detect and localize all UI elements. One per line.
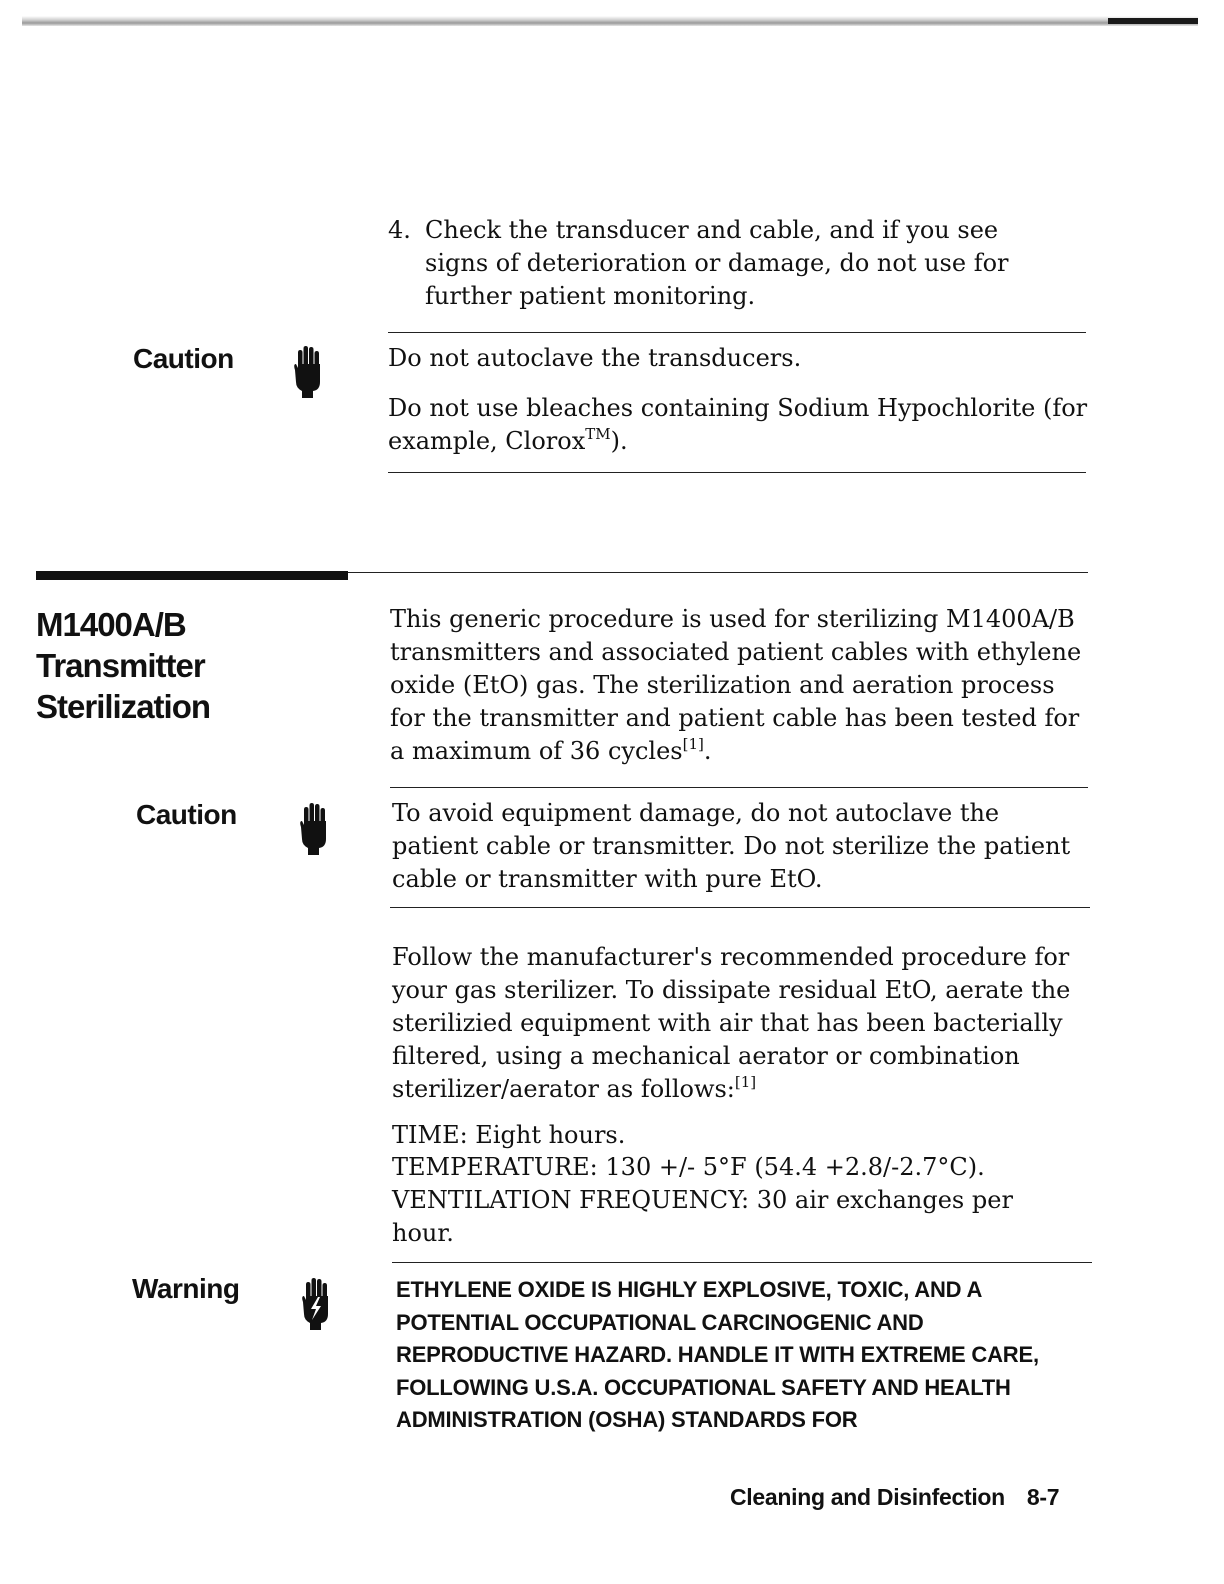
section-thick-bar: [36, 571, 348, 580]
step-4: [388, 214, 1088, 313]
caution-1-label: Caution: [133, 343, 234, 374]
caution-2-bottom-rule: [390, 907, 1090, 908]
section-intro: This generic procedure is used for sterilizing M1400A/B transmitters and associated patient cables with ethylene oxide (EtO) gas. The sterilization and aeration process for the transmitter and patient cable has been tested for a maximum of 36 cycles[1].: [390, 605, 1082, 765]
step-text: Check the transducer and cable, and if you see signs of deterioration or damage, do not use for further patient monitoring.: [425, 216, 1009, 310]
caution-2-label: Caution: [136, 799, 237, 830]
aeration-time: TIME: Eight hours.: [392, 1121, 626, 1149]
warning-text: ETHYLENE OXIDE IS HIGHLY EXPLOSIVE, TOXIC, AND A POTENTIAL OCCUPATIONAL CARCINOGENIC AND REPRODUCTIVE HAZARD. HANDLE IT WITH EXTREME CARE, FOLLOWING U.S.A. OCCUPATIONAL SAFETY AND HEALTH ADMINISTRATION (OSHA) STANDARDS FOR: [396, 1277, 1039, 1432]
caution-hand-icon: [292, 346, 324, 398]
footnote-ref: [1]: [682, 735, 704, 753]
caution-2-text: To avoid equipment damage, do not autoclave the patient cable or transmitter. Do not sterilize the patient cable or transmitter with pure EtO.: [392, 799, 1071, 893]
warning-top-rule: [392, 1262, 1092, 1263]
footer-page-number: 8-7: [1026, 1484, 1060, 1510]
caution-hand-icon: [298, 803, 330, 855]
scan-edge-bar: [22, 16, 1198, 26]
section-title: M1400A/B Transmitter Sterilization: [36, 606, 211, 725]
step-number: 4.: [388, 216, 411, 244]
aeration-temperature: TEMPERATURE: 130 +/- 5°F (54.4 +2.8/-2.7°C).: [392, 1153, 985, 1181]
procedure-text: Follow the manufacturer's recommended procedure for your gas sterilizer. To dissipate residual EtO, aerate the sterilizied equipment with air that has been bacterially filtered, using a mechanical aerator or combination sterilizer/aerator as follows:[1]: [392, 943, 1071, 1103]
caution-2-top-rule: [390, 787, 1088, 788]
aeration-ventilation: VENTILATION FREQUENCY: 30 air exchanges per hour.: [392, 1186, 1013, 1247]
warning-label: Warning: [132, 1273, 240, 1304]
page-footer: [730, 1484, 1059, 1511]
section-thin-rule: [348, 572, 1088, 573]
warning-hand-lightning-icon: [300, 1278, 332, 1330]
trademark-sup: TM: [585, 425, 611, 443]
caution-1-bottom-rule: [388, 472, 1086, 473]
footer-chapter: Cleaning and Disinfection: [730, 1484, 1005, 1510]
caution-1-top-rule: [388, 332, 1086, 333]
footnote-ref: [1]: [734, 1073, 757, 1091]
caution-1-line-2: Do not use bleaches containing Sodium Hypochlorite (for example, Clorox™).: [388, 394, 1088, 455]
caution-1-line-1: Do not autoclave the transducers.: [388, 344, 802, 372]
